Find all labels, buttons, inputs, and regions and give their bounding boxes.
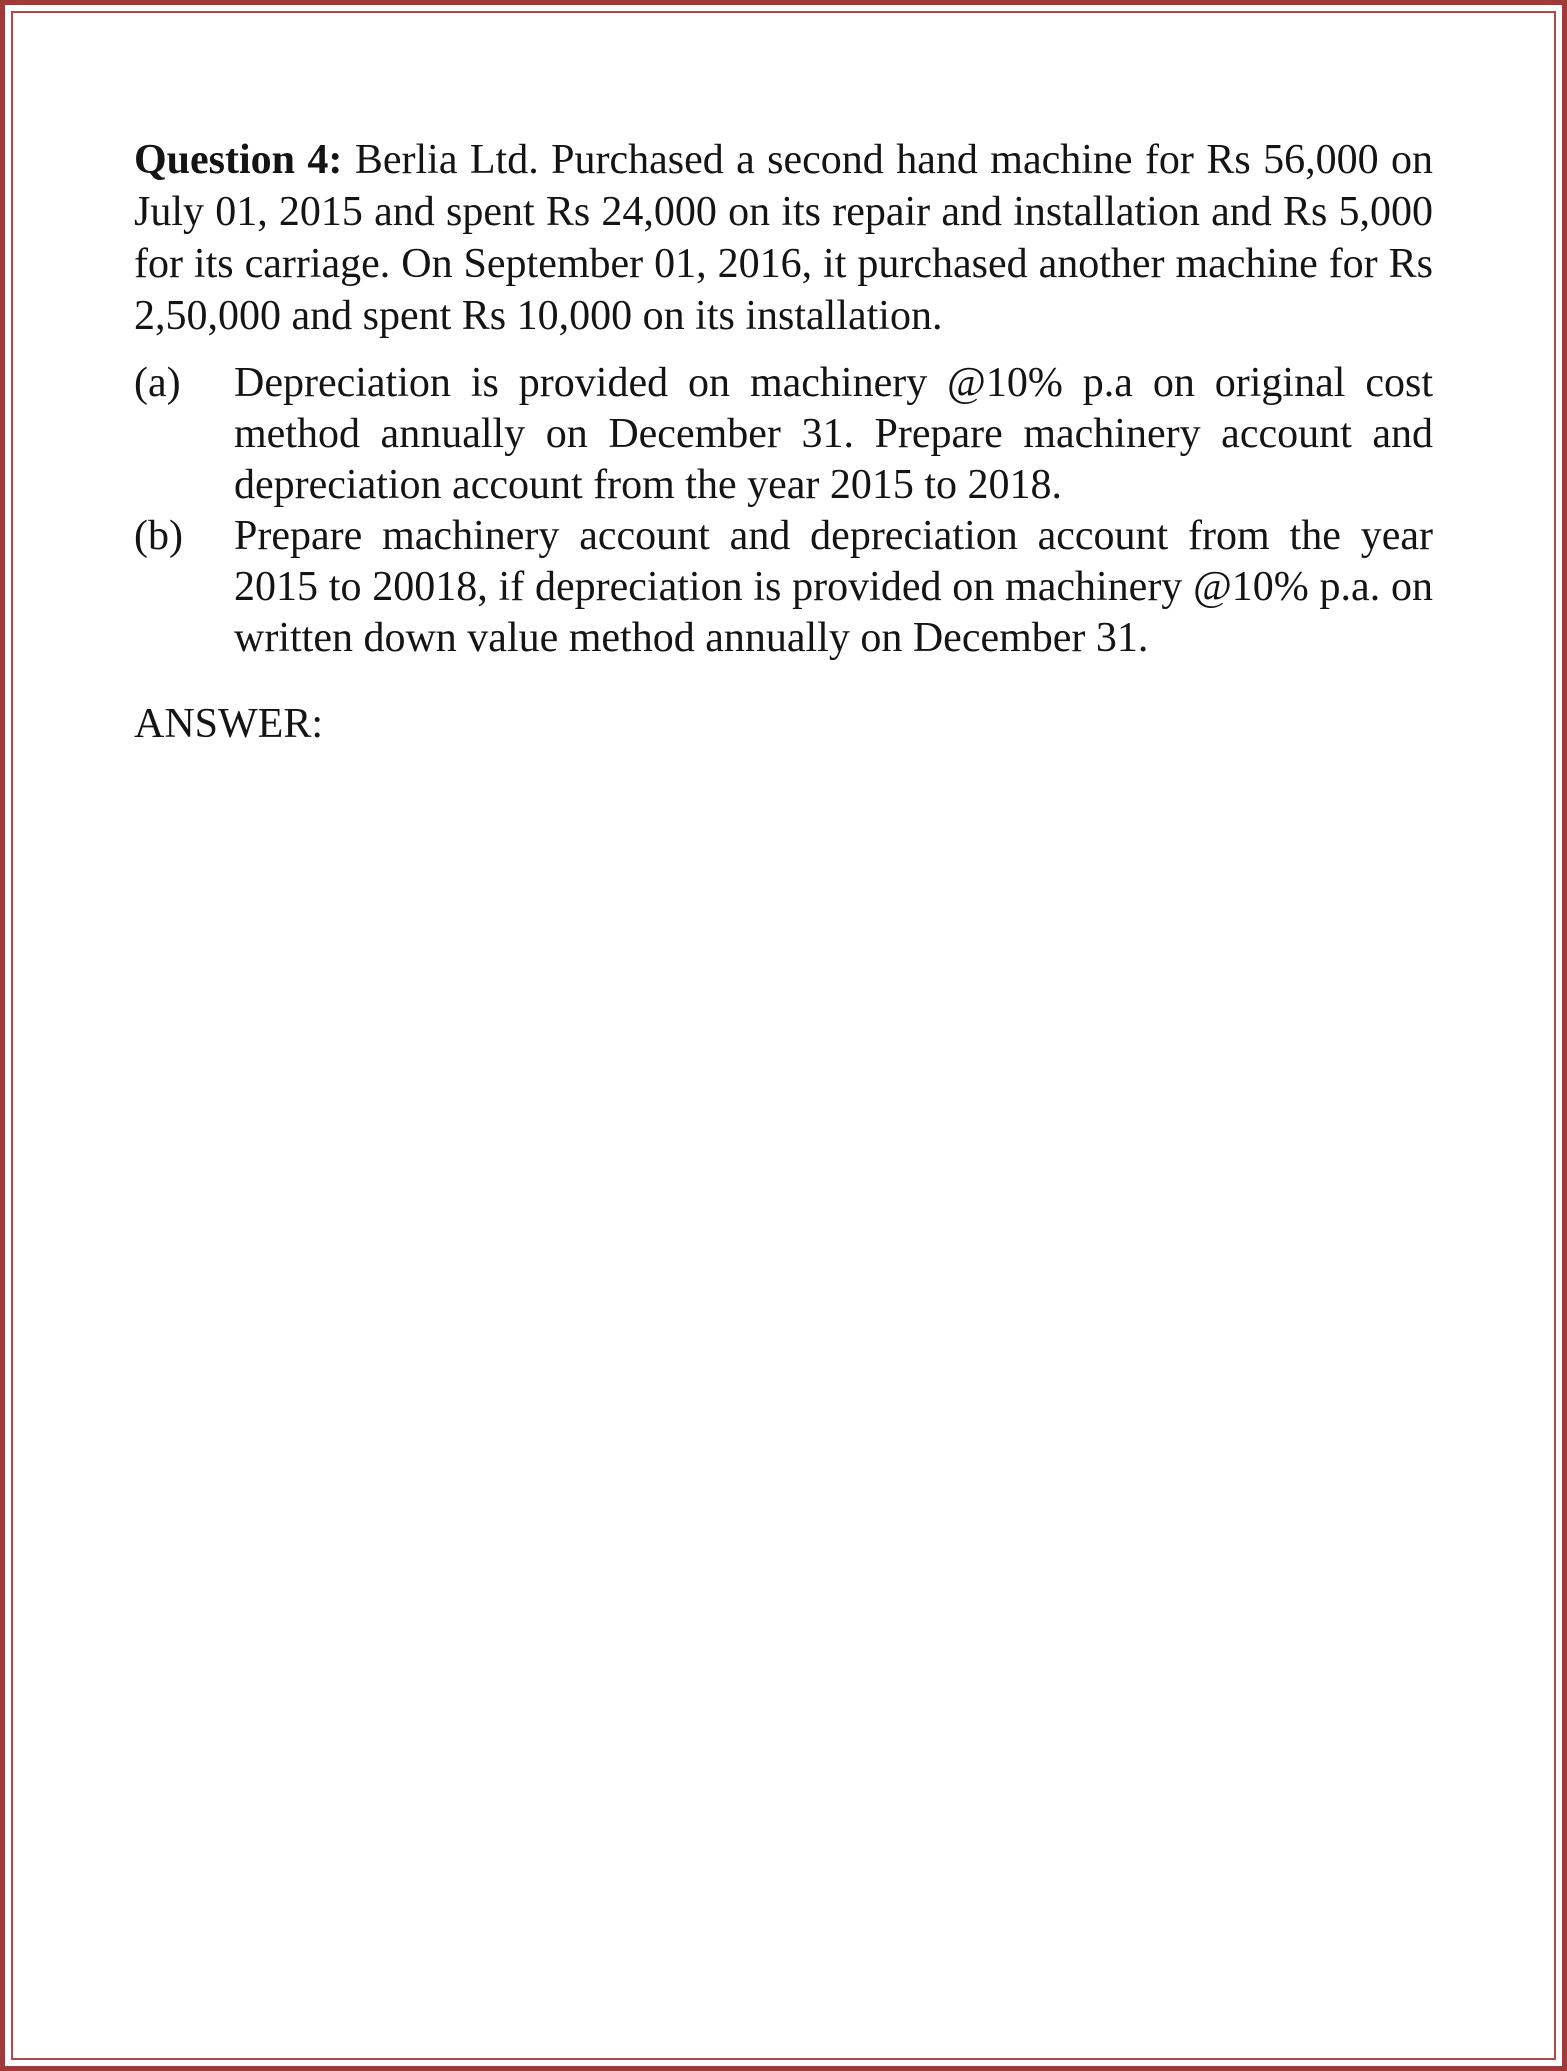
question-intro: [134, 134, 1433, 342]
answer-label: ANSWER:: [134, 701, 323, 747]
question-text: Berlia Ltd. Purchased a second hand machine for Rs 56,000 on July 01, 2015 and spent Rs 24,000 on its repair and installation and Rs 5,000 for its carriage. On September 01, 2016, it purchased another machine for Rs 2,50,000 and spent Rs 10,000 on its installation.: [134, 137, 1433, 339]
part-marker-b: (b): [134, 513, 183, 559]
part-text-b: Prepare machinery account and depreciation account from the year 2015 to 20018, if depreciation is provided on machinery @10% p.a. on written down value method annually on December 31.: [234, 513, 1433, 661]
question-parts: [134, 358, 1433, 664]
question-part-a: [134, 358, 1433, 511]
question-part-b: [134, 511, 1433, 664]
question-label: Question 4:: [134, 137, 343, 183]
part-marker-a: (a): [134, 360, 181, 406]
part-text-a: Depreciation is provided on machinery @10% p.a on original cost method annually on December 31. Prepare machinery account and depreciation account from the year 2015 to 2018.: [234, 360, 1433, 508]
question-block: [134, 134, 1433, 750]
